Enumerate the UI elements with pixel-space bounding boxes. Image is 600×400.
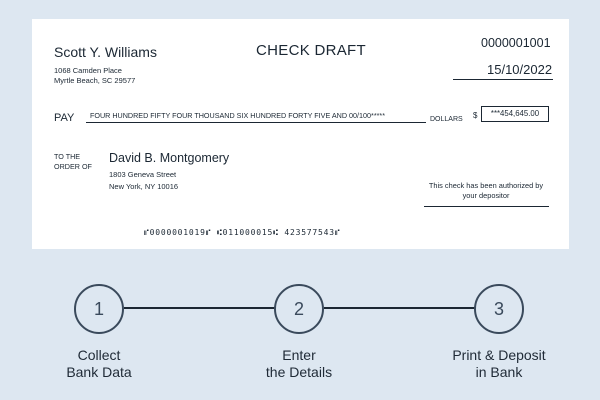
step-3-label-line2: in Bank	[475, 364, 523, 380]
amount-box: ***454,645.00	[481, 106, 549, 122]
step-connector	[324, 307, 475, 309]
to-order-line2: ORDER OF	[54, 161, 92, 171]
check-title: CHECK DRAFT	[256, 42, 366, 59]
payee-address-line1: 1803 Geneva Street	[109, 170, 177, 179]
payer-name: Scott Y. Williams	[54, 44, 157, 60]
payee-address-line2: New York, NY 10016	[109, 182, 179, 191]
authorization-note: This check has been authorized by your depositor	[428, 181, 544, 200]
step-3-label	[424, 347, 574, 381]
step-1-label-line2: Bank Data	[66, 364, 132, 380]
step-1-label	[24, 347, 174, 381]
payer-address-line2: Myrtle Beach, SC 29577	[54, 76, 136, 85]
step-1-circle: 1	[74, 284, 124, 334]
step-2-label-line2: the Details	[265, 364, 333, 380]
check-number: 0000001001	[481, 36, 551, 50]
pay-label: PAY	[54, 112, 75, 124]
step-3-circle: 3	[474, 284, 524, 334]
payer-address-line1: 1068 Camden Place	[54, 66, 122, 75]
step-2-label-line1: Enter	[282, 347, 316, 363]
step-2-label	[224, 347, 374, 381]
micr-line: ⑈0000001019⑈ ⑆011000015⑆ 423577543⑈	[144, 228, 341, 237]
step-3-label-line1: Print & Deposit	[452, 347, 546, 363]
to-order-line1: TO THE	[54, 152, 81, 161]
dollar-sign: $	[473, 111, 478, 120]
step-1-label-line1: Collect	[77, 347, 121, 363]
step-2-circle: 2	[274, 284, 324, 334]
amount-in-words: FOUR HUNDRED FIFTY FOUR THOUSAND SIX HUNDRED FORTY FIVE AND 00/100*****	[90, 111, 386, 120]
payee-name: David B. Montgomery	[109, 151, 230, 165]
check-date: 15/10/2022	[487, 62, 553, 77]
step-connector	[124, 307, 275, 309]
dollars-label: DOLLARS	[430, 116, 463, 123]
